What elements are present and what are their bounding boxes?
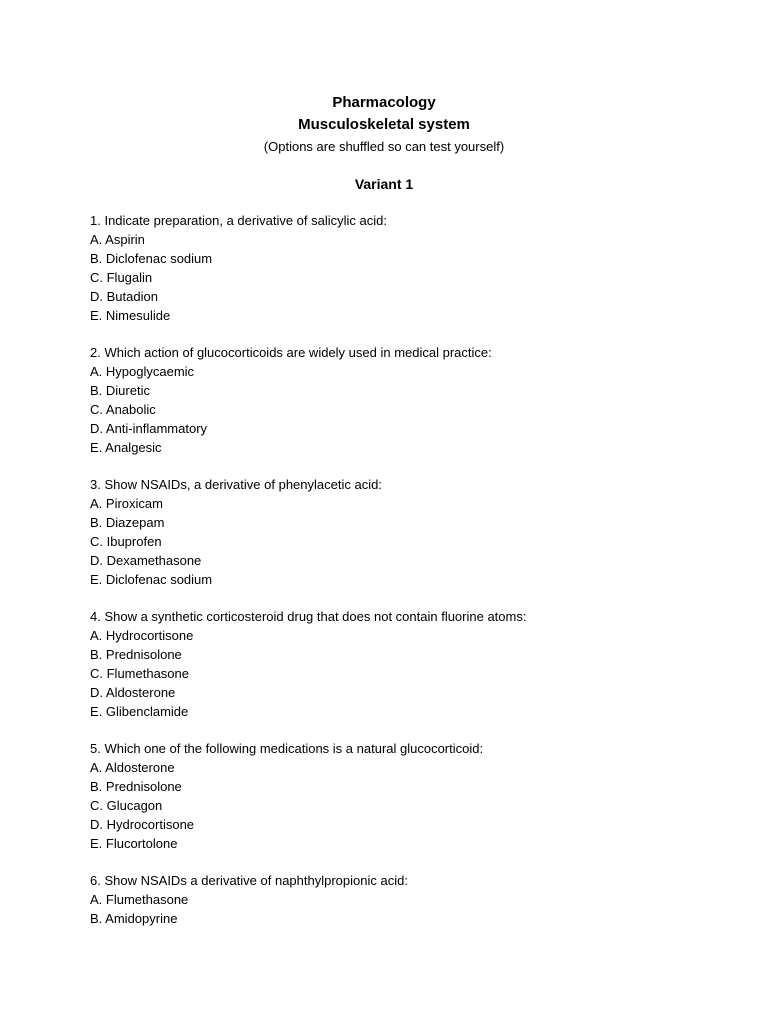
question-4 — [90, 608, 730, 721]
variant-heading: Variant 1 — [354, 176, 414, 192]
question-text: 2. Which action of glucocorticoids are widely used in medical practice: — [90, 345, 492, 361]
option-a: A. Hypoglycaemic — [90, 363, 195, 379]
option-b: B. Diclofenac sodium — [90, 250, 213, 266]
question-text: 3. Show NSAIDs, a derivative of phenylacetic acid: — [90, 477, 382, 493]
option-d: D. Anti-inflammatory — [90, 420, 208, 436]
option-a: A. Aspirin — [90, 231, 145, 247]
option-e: E. Nimesulide — [90, 307, 171, 323]
option-d: D. Hydrocortisone — [90, 816, 195, 832]
option-b: B. Diazepam — [90, 514, 165, 530]
document-title: Pharmacology — [332, 94, 436, 111]
question-text: 1. Indicate preparation, a derivative of salicylic acid: — [90, 213, 387, 228]
option-d: D. Dexamethasone — [90, 552, 202, 568]
question-5 — [90, 740, 730, 853]
option-e: E. Glibenclamide — [90, 703, 189, 719]
option-e: E. Analgesic — [90, 439, 162, 455]
option-b: B. Prednisolone — [90, 646, 182, 662]
option-e: E. Diclofenac sodium — [90, 571, 213, 587]
document-subtitle: Musculoskeletal system — [298, 116, 470, 133]
option-c: C. Anabolic — [90, 401, 156, 417]
option-e: E. Flucortolone — [90, 835, 178, 851]
document-header — [0, 92, 768, 157]
document-note: (Options are shuffled so can test yourself) — [263, 139, 505, 154]
question-text: 4. Show a synthetic corticosteroid drug that does not contain fluorine atoms: — [90, 609, 527, 625]
question-3 — [90, 476, 730, 589]
question-text: 5. Which one of the following medications is a natural glucocorticoid: — [90, 741, 484, 757]
option-d: D. Aldosterone — [90, 684, 176, 700]
option-c: C. Glucagon — [90, 797, 163, 813]
option-c: C. Ibuprofen — [90, 533, 162, 549]
option-b: B. Amidopyrine — [90, 910, 178, 926]
question-list — [90, 212, 730, 947]
option-b: B. Diuretic — [90, 382, 150, 398]
question-1 — [90, 212, 730, 325]
option-b: B. Prednisolone — [90, 778, 182, 794]
question-2 — [90, 344, 730, 457]
option-d: D. Butadion — [90, 288, 158, 304]
question-6 — [90, 872, 730, 929]
question-text: 6. Show NSAIDs a derivative of naphthylpropionic acid: — [90, 873, 408, 889]
option-c: C. Flugalin — [90, 269, 153, 285]
option-a: A. Flumethasone — [90, 892, 189, 908]
option-a: A. Hydrocortisone — [90, 628, 194, 643]
option-a: A. Aldosterone — [90, 760, 175, 776]
option-a: A. Piroxicam — [90, 495, 163, 511]
option-c: C. Flumethasone — [90, 665, 189, 681]
